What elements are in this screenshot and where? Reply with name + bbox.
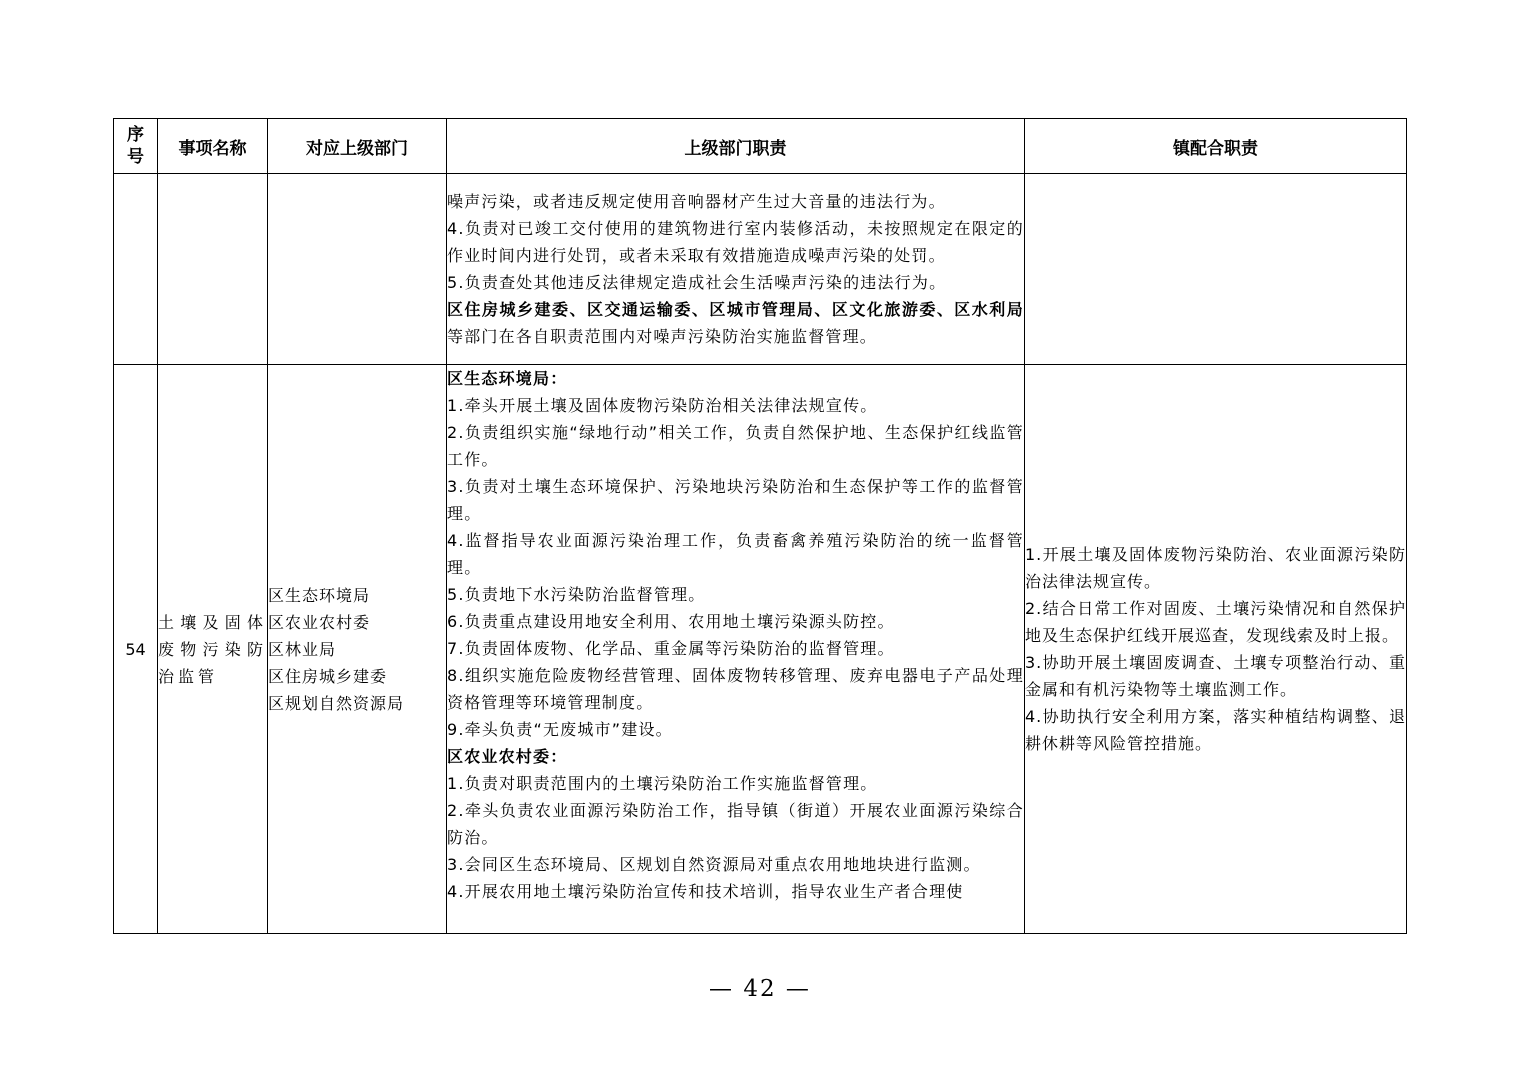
duty-item: 4.开展农用地土壤污染防治宣传和技术培训，指导农业生产者合理使 — [447, 882, 964, 901]
duty-item: 8.组织实施危险废物经营管理、固体废物转移管理、废弃电器电子产品处理资格管理等环境管理制度。 — [447, 666, 1024, 712]
dept-item: 区生态环境局 — [268, 585, 371, 605]
header-item-name: 事项名称 — [158, 119, 268, 174]
section-title: 区生态环境局： — [447, 369, 568, 388]
dept-cell — [268, 365, 447, 934]
duty-item: 1.负责对职责范围内的土壤污染防治工作实施监督管理。 — [447, 774, 878, 793]
duty-line-rest: 等部门在各自职责范围内对噪声污染防治实施监督管理。 — [447, 327, 878, 346]
duty-item: 3.负责对土壤生态环境保护、污染地块污染防治和生态保护等工作的监督管理。 — [447, 477, 1024, 523]
dept-item: 区林业局 — [268, 639, 337, 659]
table-row-continued — [114, 174, 1407, 365]
town-duty-cell-empty — [1025, 174, 1407, 365]
header-seq-line-1: 序 — [127, 125, 144, 145]
dept-item: 区住房城乡建委 — [268, 666, 388, 686]
header-town-duty: 镇配合职责 — [1025, 119, 1407, 174]
seq-cell-empty — [114, 174, 158, 365]
header-seq — [114, 119, 158, 174]
name-cell-empty — [158, 174, 268, 365]
duty-table — [113, 118, 1407, 934]
duty-item: 2.负责组织实施“绿地行动”相关工作，负责自然保护地、生态保护红线监管工作。 — [447, 423, 1024, 469]
upper-duty-cell — [447, 365, 1025, 934]
duty-item: 6.负责重点建设用地安全利用、农用地土壤污染源头防控。 — [447, 612, 895, 631]
duty-line: 5.负责查处其他违反法律规定造成社会生活噪声污染的违法行为。 — [447, 273, 947, 292]
bold-dept-list: 区住房城乡建委、区交通运输委、区城市管理局、区文化旅游委、区水利局 — [447, 300, 1024, 319]
duty-item: 5.负责地下水污染防治监督管理。 — [447, 585, 706, 604]
duty-item: 7.负责固体废物、化学品、重金属等污染防治的监督管理。 — [447, 639, 895, 658]
header-dept: 对应上级部门 — [268, 119, 447, 174]
section-title: 区农业农村委： — [447, 747, 568, 766]
dept-cell-empty — [268, 174, 447, 365]
dept-item: 区规划自然资源局 — [268, 693, 405, 713]
duty-item: 2.牵头负责农业面源污染防治工作，指导镇（街道）开展农业面源污染综合防治。 — [447, 801, 1024, 847]
duty-item: 1.牵头开展土壤及固体废物污染防治相关法律法规宣传。 — [447, 396, 878, 415]
town-duty-item: 2.结合日常工作对固废、土壤污染情况和自然保护地及生态保护红线开展巡查，发现线索及时上报。 — [1025, 599, 1406, 645]
table-header-row — [114, 119, 1407, 174]
duty-line: 4.负责对已竣工交付使用的建筑物进行室内装修活动，未按照规定在限定的作业时间内进行处罚，或者未采取有效措施造成噪声污染的处罚。 — [447, 219, 1024, 265]
table-row — [114, 365, 1407, 934]
duty-item: 9.牵头负责“无废城市”建设。 — [447, 720, 673, 739]
town-duty-item: 1.开展土壤及固体废物污染防治、农业面源污染防治法律法规宣传。 — [1025, 545, 1406, 591]
upper-duty-cell — [447, 174, 1025, 365]
duty-line-last — [447, 296, 1024, 350]
header-seq-line-2: 号 — [127, 147, 144, 167]
page-number: — 42 — — [709, 976, 811, 1002]
town-duty-item: 4.协助执行安全利用方案，落实种植结构调整、退耕休耕等风险管控措施。 — [1025, 707, 1406, 753]
duty-line: 噪声污染，或者违反规定使用音响器材产生过大音量的违法行为。 — [447, 192, 946, 211]
town-duty-cell — [1025, 365, 1407, 934]
header-upper-duty: 上级部门职责 — [447, 119, 1025, 174]
seq-cell: 54 — [114, 365, 158, 934]
item-name-cell: 土壤及固体废物污染防治监管 — [158, 365, 268, 934]
dept-item: 区农业农村委 — [268, 612, 371, 632]
duty-item: 3.会同区生态环境局、区规划自然资源局对重点农用地地块进行监测。 — [447, 855, 981, 874]
duty-item: 4.监督指导农业面源污染治理工作，负责畜禽养殖污染防治的统一监督管理。 — [447, 531, 1024, 577]
town-duty-item: 3.协助开展土壤固废调查、土壤专项整治行动、重金属和有机污染物等土壤监测工作。 — [1025, 653, 1406, 699]
